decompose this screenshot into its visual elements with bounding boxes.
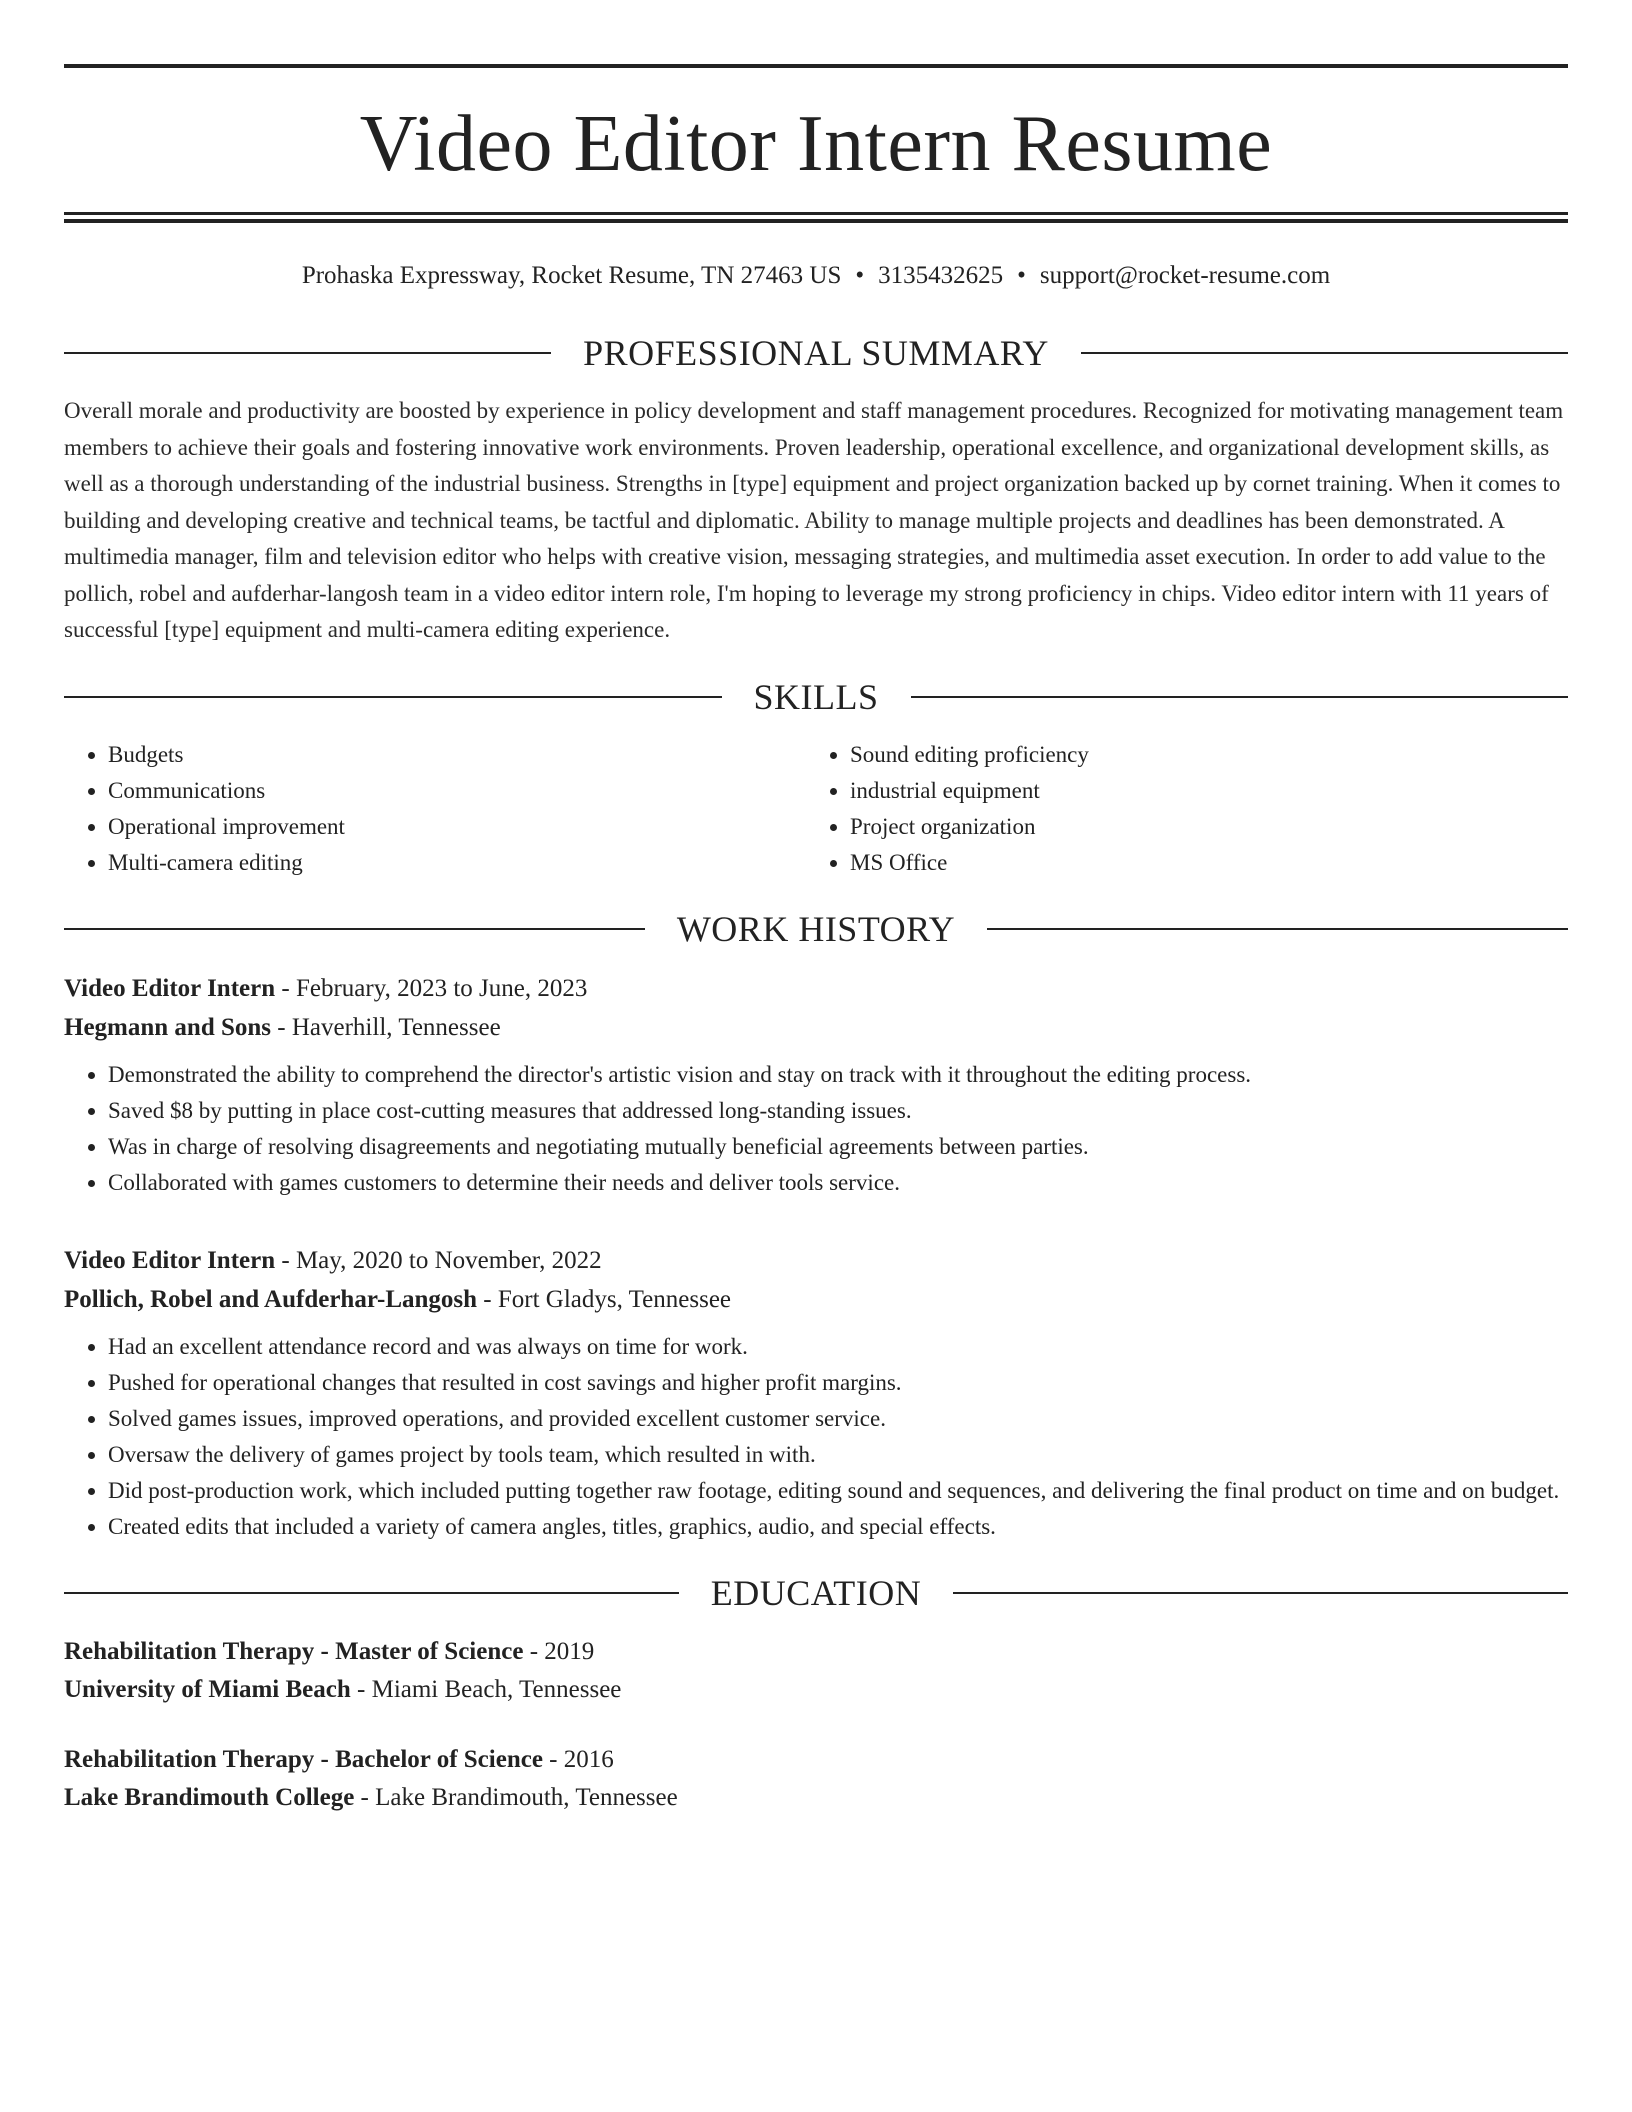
title-double-rule bbox=[64, 212, 1568, 223]
education-location: - Lake Brandimouth, Tennessee bbox=[354, 1783, 678, 1811]
summary-text: Overall morale and productivity are boosted by experience in policy development and staff management procedures. Recognized for motivating management team members to achieve their goals and fostering innovative work environments. Proven leadership, operational excellence, and organizational development skills, as well as a thorough understanding of the industrial business. Strengths in [type] equipment and project organization backed up by cornet training. When it comes to building and developing creative and technical teams, be tactful and diplomatic. Ability to manage multiple projects and deadlines has been demonstrated. A multimedia manager, film and television editor who helps with creative vision, messaging strategies, and multimedia asset execution. In order to add value to the pollich, robel and aufderhar-langosh team in a video editor intern role, I'm hoping to leverage my strong proficiency in chips. Video editor intern with 11 years of successful [type] equipment and multi-camera editing experience. bbox=[64, 398, 1564, 642]
skill-item: • Multi-camera editing bbox=[108, 845, 806, 881]
job-bullet: • Collaborated with games customers to determine their needs and deliver tools service. bbox=[108, 1165, 1568, 1201]
skills-column-right bbox=[806, 737, 1548, 881]
job-title-line bbox=[64, 969, 1568, 1008]
job-company: Hegmann and Sons bbox=[64, 1013, 272, 1041]
education-school: Lake Brandimouth College bbox=[64, 1783, 355, 1811]
contact-separator: • bbox=[1017, 262, 1026, 289]
job-company: Pollich, Robel and Aufderhar-Langosh bbox=[64, 1285, 478, 1313]
summary-section-heading bbox=[64, 335, 1568, 371]
job-bullets bbox=[64, 1329, 1568, 1545]
skill-item: • Project organization bbox=[850, 809, 1548, 845]
skills-list bbox=[64, 737, 1568, 881]
education-year: - 2016 bbox=[542, 1745, 614, 1773]
job-bullet: • Had an excellent attendance record and was always on time for work. bbox=[108, 1329, 1568, 1365]
job-bullet: • Pushed for operational changes that resulted in cost savings and higher profit margins. bbox=[108, 1365, 1568, 1401]
skill-item: • Communications bbox=[108, 773, 806, 809]
job-title: Video Editor Intern bbox=[64, 1246, 276, 1274]
section-title: WORK HISTORY bbox=[676, 908, 956, 949]
section-title: PROFESSIONAL SUMMARY bbox=[583, 333, 1049, 373]
education-degree: Rehabilitation Therapy - Master of Science bbox=[64, 1637, 524, 1665]
job-dates: - May, 2020 to November, 2022 bbox=[275, 1246, 602, 1274]
section-title: SKILLS bbox=[753, 676, 879, 717]
contact-separator: • bbox=[855, 262, 865, 289]
divider bbox=[64, 928, 645, 930]
education-entry bbox=[64, 1741, 1568, 1817]
job-bullet: • Was in charge of resolving disagreements and negotiating mutually beneficial agreements between parties. bbox=[108, 1129, 1568, 1165]
education-degree: Rehabilitation Therapy - Bachelor of Science bbox=[64, 1745, 543, 1773]
education-degree-line bbox=[64, 1741, 1568, 1779]
contact-email[interactable]: support@rocket-resume.com bbox=[1039, 262, 1331, 289]
contact-phone: 3135432625 bbox=[878, 262, 1004, 289]
job-entry bbox=[64, 1241, 1568, 1545]
job-company-line bbox=[64, 1280, 1568, 1319]
section-title: EDUCATION bbox=[710, 1572, 922, 1613]
divider bbox=[911, 696, 1569, 698]
resume-title: Video Editor Intern Resume bbox=[359, 100, 1273, 188]
education-degree-line bbox=[64, 1633, 1568, 1671]
contact-line bbox=[64, 261, 1568, 291]
job-title: Video Editor Intern bbox=[64, 974, 276, 1002]
job-dates: - February, 2023 to June, 2023 bbox=[275, 974, 588, 1002]
divider bbox=[64, 352, 551, 354]
education-entry bbox=[64, 1633, 1568, 1709]
divider bbox=[64, 1592, 679, 1594]
resume-page bbox=[64, 64, 1568, 1817]
divider bbox=[987, 928, 1568, 930]
education-school: University of Miami Beach bbox=[64, 1675, 351, 1703]
job-bullet: • Demonstrated the ability to comprehend the director's artistic vision and stay on track with it throughout the editing process. bbox=[108, 1057, 1568, 1093]
skills-section-heading bbox=[64, 676, 1568, 717]
education-location: - Miami Beach, Tennessee bbox=[350, 1675, 622, 1703]
education-year: - 2019 bbox=[523, 1637, 595, 1665]
job-bullet: • Did post-production work, which included putting together raw footage, editing sound and sequences, and delivering the final product on time and on budget. bbox=[108, 1473, 1568, 1509]
divider bbox=[953, 1592, 1568, 1594]
contact-address: Prohaska Expressway, Rocket Resume, TN 27463 US bbox=[301, 262, 842, 289]
job-bullet: • Solved games issues, improved operations, and provided excellent customer service. bbox=[108, 1401, 1568, 1437]
job-bullet: • Oversaw the delivery of games project by tools team, which resulted in with. bbox=[108, 1437, 1568, 1473]
skill-item: • Operational improvement bbox=[108, 809, 806, 845]
top-rule bbox=[64, 64, 1568, 68]
job-bullets bbox=[64, 1057, 1568, 1201]
skills-column-left bbox=[64, 737, 806, 881]
skill-item: • Sound editing proficiency bbox=[850, 737, 1548, 773]
skill-item: • industrial equipment bbox=[850, 773, 1548, 809]
job-location: - Haverhill, Tennessee bbox=[271, 1013, 501, 1041]
education-school-line bbox=[64, 1671, 1568, 1709]
skill-item: • MS Office bbox=[850, 845, 1548, 881]
skill-item: • Budgets bbox=[108, 737, 806, 773]
work-section-heading bbox=[64, 908, 1568, 949]
job-bullet: • Saved $8 by putting in place cost-cutting measures that addressed long-standing issues. bbox=[108, 1093, 1568, 1129]
education-section-heading bbox=[64, 1572, 1568, 1613]
job-entry bbox=[64, 969, 1568, 1201]
job-bullet: • Created edits that included a variety of camera angles, titles, graphics, audio, and special effects. bbox=[108, 1509, 1568, 1545]
divider bbox=[1081, 352, 1568, 354]
job-company-line bbox=[64, 1008, 1568, 1047]
job-title-line bbox=[64, 1241, 1568, 1280]
education-school-line bbox=[64, 1779, 1568, 1817]
job-location: - Fort Gladys, Tennessee bbox=[477, 1285, 732, 1313]
divider bbox=[64, 696, 722, 698]
